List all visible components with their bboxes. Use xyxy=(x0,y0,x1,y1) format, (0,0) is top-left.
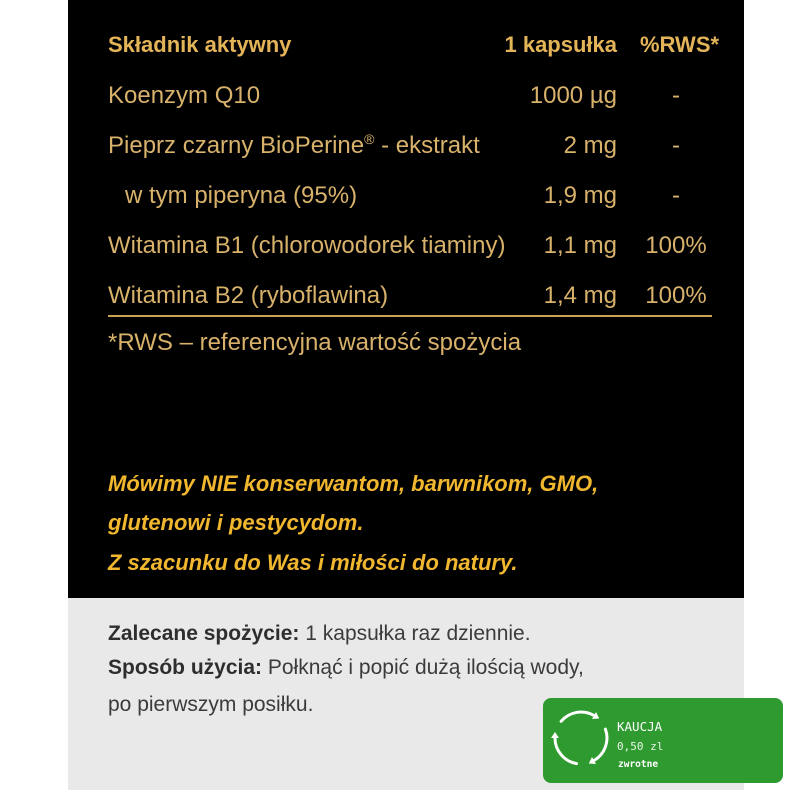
ingredients-panel xyxy=(68,0,744,598)
ingredient-name: Witamina B1 (chlorowodorek tiaminy) xyxy=(108,232,506,259)
header-amount: 1 kapsułka xyxy=(504,32,617,57)
ingredient-amount: 2 mg xyxy=(563,132,617,159)
ingredient-rws: 100% xyxy=(645,282,707,309)
badge-title: KAUCJA xyxy=(617,719,663,734)
ingredient-amount: 1,9 mg xyxy=(543,182,617,209)
header-rws: %RWS* xyxy=(640,32,720,57)
ingredient-name-main: Pieprz czarny BioPerine xyxy=(108,132,365,159)
ingredient-amount: 1000 µg xyxy=(529,82,617,109)
table-divider xyxy=(108,315,712,317)
slogan-line-1: Mówimy NIE konserwantom, barwnikom, GMO, xyxy=(108,471,599,496)
slogan-line-2: glutenowi i pestycydom. xyxy=(108,510,364,535)
ingredient-amount: 1,1 mg xyxy=(543,232,617,259)
method-label: Sposób użycia: xyxy=(108,656,263,679)
ingredient-amount: 1,4 mg xyxy=(543,282,617,309)
trademark-symbol: ® xyxy=(364,131,375,147)
method-line-2: po pierwszym posiłku. xyxy=(108,693,314,716)
table-row xyxy=(68,181,744,211)
table-row xyxy=(68,231,744,261)
deposit-badge xyxy=(543,698,783,783)
method-line xyxy=(108,654,584,682)
ingredient-name: w tym piperyna (95%) xyxy=(125,182,358,209)
ingredient-name: Koenzym Q10 xyxy=(108,82,261,109)
dosage-label: Zalecane spożycie: xyxy=(108,622,300,645)
table-row xyxy=(68,281,744,311)
header-ingredient: Składnik aktywny xyxy=(108,32,292,57)
dosage-text: 1 kapsułka raz dziennie. xyxy=(299,622,531,645)
ingredient-name: Witamina B2 (ryboflawina) xyxy=(108,282,389,309)
badge-amount: 0,50 zl xyxy=(617,740,664,753)
table-header xyxy=(68,30,744,60)
ingredient-rws: - xyxy=(672,132,680,159)
ingredient-rws: - xyxy=(672,182,680,209)
table-row xyxy=(68,131,744,161)
badge-note: zwrotne xyxy=(618,759,659,770)
ingredient-name-suffix: - ekstrakt xyxy=(374,132,480,159)
recycle-arrows-icon xyxy=(548,700,614,772)
method-text: Połknąć i popić dużą ilością wody, xyxy=(262,656,584,679)
slogan-line-3: Z szacunku do Was i miłości do natury. xyxy=(108,550,518,575)
rws-footnote: *RWS – referencyjna wartość spożycia xyxy=(108,329,522,356)
table-row xyxy=(68,81,744,111)
ingredient-name xyxy=(108,131,480,161)
ingredient-rws: - xyxy=(672,82,680,109)
ingredient-rws: 100% xyxy=(645,232,707,259)
dosage-line xyxy=(108,620,531,648)
